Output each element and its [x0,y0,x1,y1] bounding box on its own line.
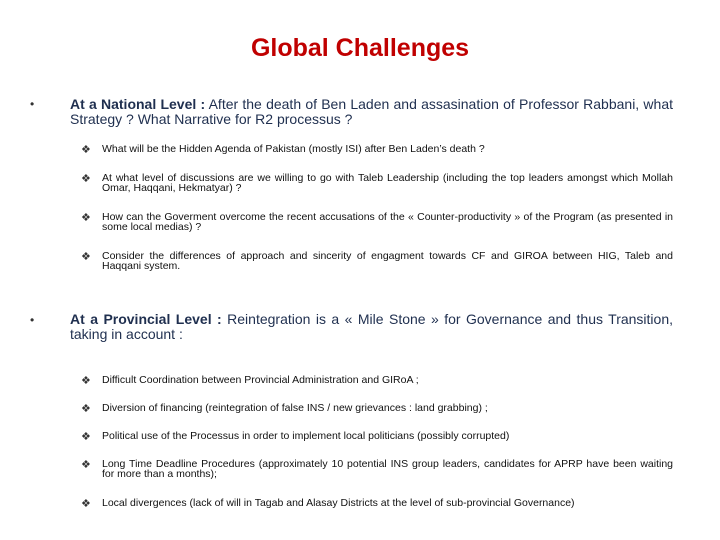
provincial-level-paragraph [70,312,673,342]
list-item: What will be the Hidden Agenda of Pakistan (mostly ISI) after Ben Laden’s death ? [102,143,485,155]
national-level-paragraph [70,97,673,127]
diamond-bullet-icon: ❖ [81,173,91,185]
list-item: Long Time Deadline Procedures (approximately 10 potential INS group leaders, candidates for APRP have been waiting for more than a months); [102,458,673,480]
diamond-bullet-icon: ❖ [81,431,91,443]
diamond-bullet-icon: ❖ [81,144,91,156]
list-item: Consider the differences of approach and sincerity of engagment towards CF and GIROA between HIG, Taleb and Haqqani system. [102,250,673,272]
bullet-icon: • [30,97,35,111]
bullet-icon: • [30,313,35,327]
national-level-heading: At a National Level : [70,96,206,112]
diamond-bullet-icon: ❖ [81,459,91,471]
diamond-bullet-icon: ❖ [81,498,91,510]
diamond-bullet-icon: ❖ [81,212,91,224]
provincial-level-text: Reintegration is a « Mile Stone » for Governance and thus Transition, taking in account : [70,311,674,342]
diamond-bullet-icon: ❖ [81,403,91,415]
list-item: Diversion of financing (reintegration of false INS / new grievances : land grabbing) ; [102,402,488,414]
diamond-bullet-icon: ❖ [81,251,91,263]
list-item: Local divergences (lack of will in Tagab and Alasay Districts at the level of sub-provincial Governance) [102,497,575,509]
slide-title: Global Challenges [250,34,470,62]
list-item: Political use of the Processus in order to implement local politicians (possibly corrupted) [102,430,510,442]
list-item: How can the Goverment overcome the recent accusations of the « Counter-productivity » of the Program (as presented in some local medias) ? [102,211,673,233]
provincial-level-heading: At a Provincial Level : [70,311,222,327]
national-level-text: After the death of Ben Laden and assasination of Professor Rabbani, what Strategy ? What Narrative for R2 processus ? [70,96,673,127]
diamond-bullet-icon: ❖ [81,375,91,387]
list-item: Difficult Coordination between Provincial Administration and GIRoA ; [102,374,419,386]
list-item: At what level of discussions are we willing to go with Taleb Leadership (including the top leaders amongst which Mollah Omar, Haqqani, Hekmatyar) ? [102,172,673,194]
